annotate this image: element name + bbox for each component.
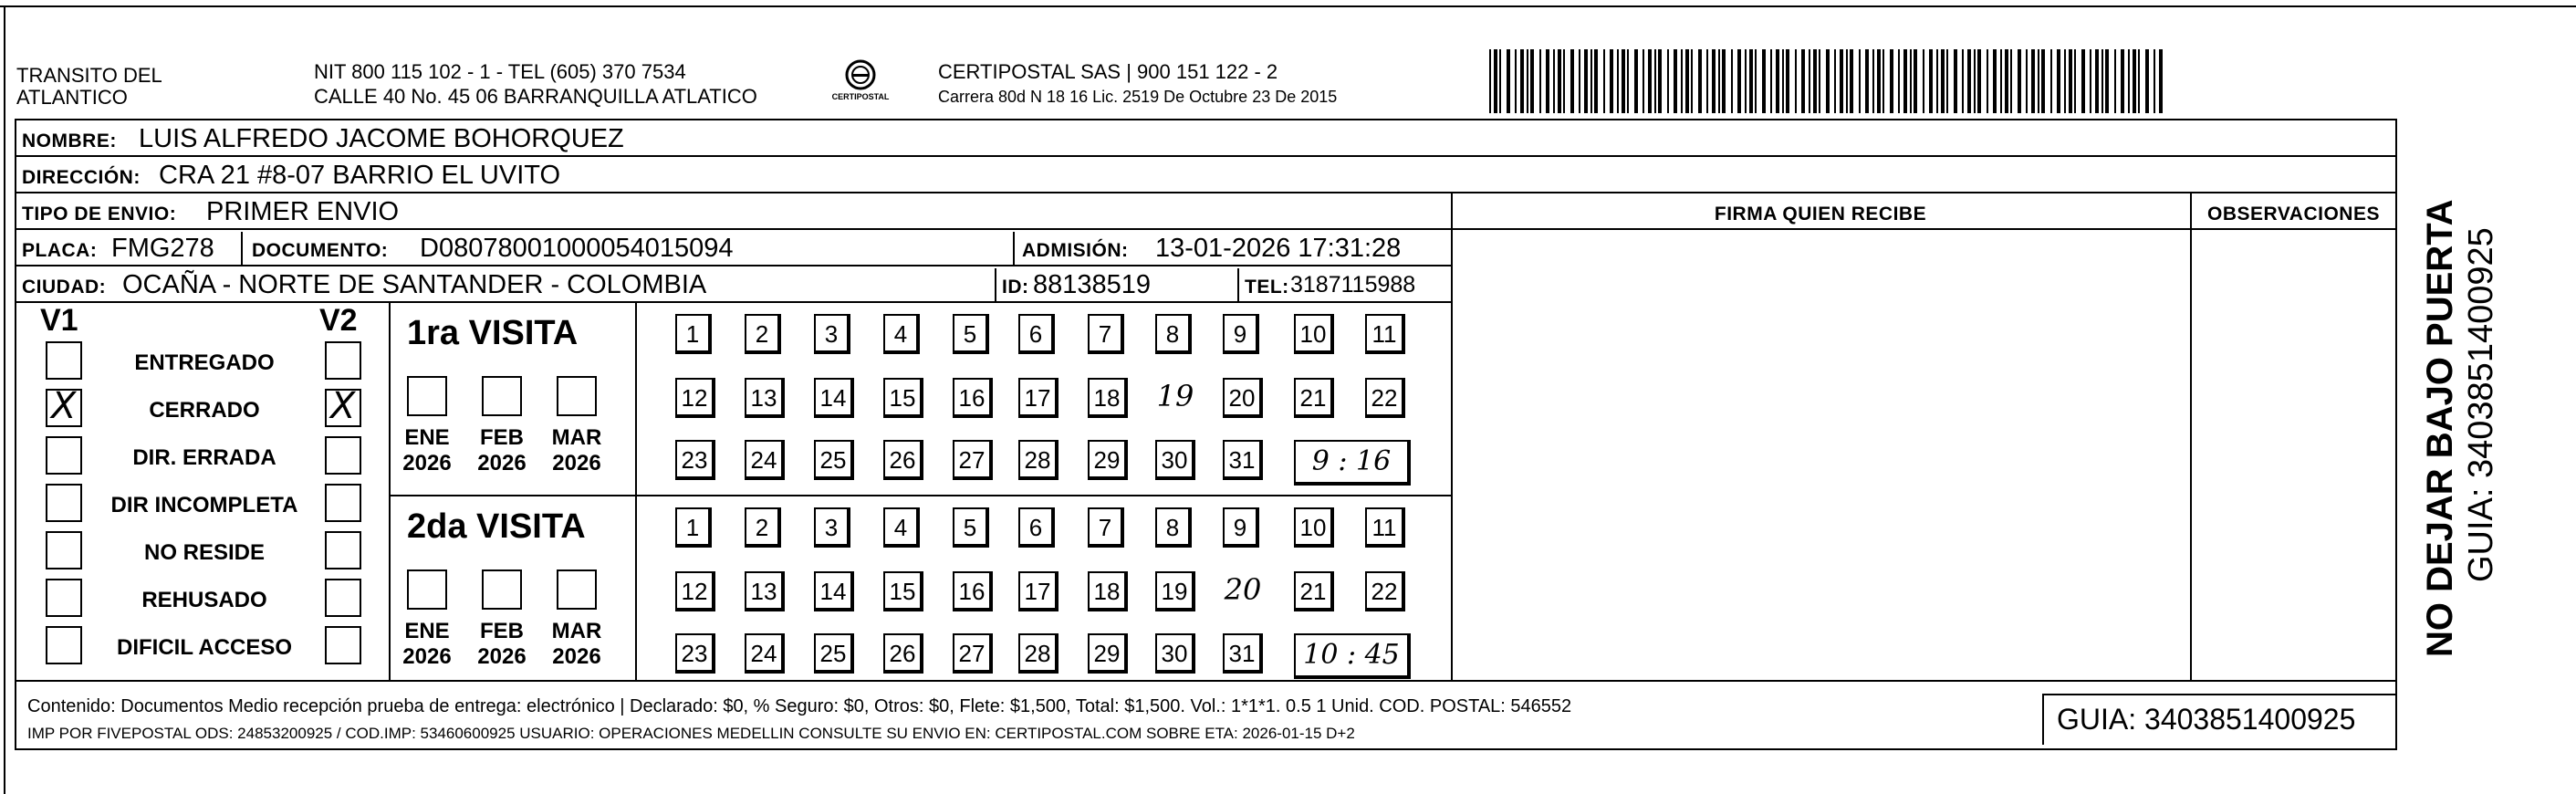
day-box[interactable]: 31 — [1223, 633, 1263, 674]
day-box[interactable]: 2 — [745, 507, 781, 548]
visit-title: 1ra VISITA — [407, 314, 579, 352]
barcode-bar — [1782, 49, 1784, 113]
side-notice: NO DEJAR BAJO PUERTA — [2420, 199, 2460, 657]
barcode-bar — [1755, 49, 1757, 113]
day-box[interactable]: 28 — [1018, 440, 1059, 480]
cell-divider — [2042, 694, 2044, 745]
ciudad-label: CIUDAD: — [22, 277, 107, 298]
barcode-bar — [2069, 49, 2072, 113]
barcode-bar — [2050, 49, 2052, 113]
v1-checkbox[interactable] — [46, 626, 82, 664]
month-name: MAR — [551, 619, 602, 643]
v2-checkbox[interactable] — [325, 436, 361, 475]
barcode-bar — [2081, 49, 2085, 113]
row-divider — [15, 228, 1451, 230]
barcode-bar — [1962, 49, 1964, 113]
barcode-bar — [1546, 49, 1549, 113]
barcode-bar — [1681, 49, 1683, 113]
month-checkbox[interactable] — [557, 376, 597, 416]
direccion-label: DIRECCIÓN: — [22, 167, 141, 188]
license-line: Carrera 80d N 18 16 Lic. 2519 De Octubre 23 De 2015 — [938, 88, 1338, 106]
day-box[interactable]: 19 — [1156, 379, 1194, 413]
row-divider — [15, 155, 2397, 157]
barcode-bar — [2074, 49, 2076, 113]
v2-checkbox[interactable] — [325, 626, 361, 664]
cell-divider — [1237, 268, 1239, 301]
barcode-bar — [1610, 49, 1613, 113]
tipo-envio-label: TIPO DE ENVIO: — [22, 204, 177, 225]
day-box[interactable]: 9 — [1223, 507, 1259, 548]
barcode-bar — [1762, 49, 1766, 113]
barcode-bar — [1882, 49, 1884, 113]
status-option-label: DIR. ERRADA — [132, 445, 276, 470]
month-label — [475, 619, 529, 669]
id-value: 88138519 — [1033, 270, 1152, 299]
day-box[interactable]: 22 — [1365, 378, 1405, 418]
barcode-bar — [1974, 49, 1976, 113]
month-year: 2026 — [477, 450, 527, 475]
month-label — [549, 425, 604, 475]
barcode-bar — [2026, 49, 2028, 113]
row-divider — [1451, 228, 2397, 230]
day-box[interactable]: 17 — [1018, 571, 1059, 611]
col-divider — [1451, 192, 1453, 680]
day-box[interactable]: 25 — [814, 633, 854, 674]
barcode-bar — [2018, 49, 2021, 113]
nit-line: NIT 800 115 102 - 1 - TEL (605) 370 7534 — [314, 60, 686, 83]
status-option-label: ENTREGADO — [134, 350, 275, 375]
day-box[interactable]: 4 — [883, 507, 920, 548]
logo-text: CERTIPOSTAL — [831, 92, 890, 101]
barcode-bar — [2128, 49, 2130, 113]
placa-label: PLACA: — [22, 240, 98, 261]
cell-divider — [1013, 232, 1015, 265]
barcode-bar — [2095, 49, 2099, 113]
imp-line: IMP POR FIVEPOSTAL ODS: 24853200925 / COD.IMP: 53460600925 USUARIO: OPERACIONES MEDELLIN CONSULTE SU ENVIO EN: CERTIPOSTAL.COM SOBRE ETA: 2026-01-15 D+2 — [27, 725, 1355, 742]
day-box[interactable]: 9 — [1223, 314, 1259, 354]
barcode-bar — [1809, 49, 1810, 113]
day-box[interactable]: 3 — [814, 507, 850, 548]
barcode-bar — [1813, 49, 1817, 113]
day-box[interactable]: 23 — [675, 633, 715, 674]
month-checkbox[interactable] — [482, 569, 522, 610]
barcode-bar — [2010, 49, 2012, 113]
ciudad-value: OCAÑA - NORTE DE SANTANDER - COLOMBIA — [122, 270, 707, 299]
barcode-bar — [1706, 49, 1708, 113]
barcode-bar — [1570, 49, 1574, 113]
status-option-label: DIR INCOMPLETA — [110, 493, 298, 517]
day-box[interactable]: 17 — [1018, 378, 1059, 418]
barcode-bar — [1590, 49, 1592, 113]
v2-checkbox[interactable] — [325, 385, 361, 427]
month-label — [549, 619, 604, 669]
barcode-bar — [1801, 49, 1805, 113]
section-divider — [389, 301, 391, 680]
documento-value: D08078001000054015094 — [420, 234, 734, 263]
barcode-bar — [1515, 49, 1517, 113]
day-box[interactable]: 15 — [883, 378, 923, 418]
day-box[interactable]: 5 — [953, 314, 989, 354]
barcode-bar — [1731, 49, 1733, 113]
barcode-bar — [1941, 49, 1945, 113]
day-box[interactable]: 10 — [1294, 507, 1334, 548]
barcode-bar — [2031, 49, 2035, 113]
day-box[interactable]: 30 — [1155, 633, 1195, 674]
day-box[interactable]: 1 — [675, 314, 712, 354]
barcode-bar — [1977, 49, 1981, 113]
v1-header: V1 — [40, 303, 78, 338]
day-box[interactable]: 28 — [1018, 633, 1059, 674]
barcode-bar — [1718, 49, 1720, 113]
day-box[interactable]: 20 — [1224, 572, 1262, 607]
day-box[interactable]: 11 — [1365, 507, 1405, 548]
barcode-bar — [2038, 49, 2039, 113]
firma-header: FIRMA QUIEN RECIBE — [1714, 204, 1927, 225]
barcode-bar — [2133, 49, 2136, 113]
footer-divider — [15, 680, 2397, 682]
day-box[interactable]: 27 — [953, 633, 993, 674]
barcode-bar — [1786, 49, 1789, 113]
v1-checkbox[interactable] — [46, 531, 82, 569]
barcode-bar — [1910, 49, 1912, 113]
barcode-bar — [1795, 49, 1797, 113]
barcode-bar — [1654, 49, 1656, 113]
company-line: CERTIPOSTAL SAS | 900 151 122 - 2 — [938, 60, 1278, 83]
barcode-bar — [1846, 49, 1848, 113]
barcode-bar — [1622, 49, 1625, 113]
day-box[interactable]: 8 — [1155, 507, 1192, 548]
section-divider — [635, 301, 637, 680]
barcode-bar — [1584, 49, 1588, 113]
v2-checkbox[interactable] — [325, 484, 361, 522]
day-box[interactable]: 4 — [883, 314, 920, 354]
barcode-bar — [1903, 49, 1907, 113]
v1-checkbox[interactable] — [46, 579, 82, 617]
v2-checkbox[interactable] — [325, 579, 361, 617]
row-divider — [15, 301, 1451, 303]
barcode-bar — [1840, 49, 1843, 113]
month-year: 2026 — [402, 643, 452, 669]
barcode-bar — [1507, 49, 1510, 113]
day-box[interactable]: 1 — [675, 507, 712, 548]
barcode-bar — [1658, 49, 1662, 113]
month-name: FEB — [480, 619, 524, 643]
barcode-bar — [1617, 49, 1619, 113]
day-box[interactable]: 21 — [1294, 571, 1334, 611]
barcode-bar — [1494, 49, 1497, 113]
barcode-bar — [2114, 49, 2116, 113]
barcode-bar — [1643, 49, 1644, 113]
day-box[interactable]: 16 — [953, 571, 993, 611]
barcode-bar — [1667, 49, 1669, 113]
month-checkbox[interactable] — [557, 569, 597, 610]
row-divider — [15, 192, 2397, 193]
v2-mark: X — [330, 385, 356, 427]
status-option-label: NO RESIDE — [143, 540, 266, 565]
day-box[interactable]: 6 — [1018, 507, 1055, 548]
nombre-label: NOMBRE: — [22, 131, 117, 151]
barcode-bar — [2145, 49, 2149, 113]
v1-checkbox[interactable] — [46, 484, 82, 522]
status-option-label: DIFICIL ACCESO — [116, 635, 292, 660]
id-label: ID: — [1002, 277, 1029, 298]
barcode-bar — [1698, 49, 1702, 113]
month-name: MAR — [551, 425, 602, 450]
v1-checkbox[interactable] — [46, 385, 82, 427]
barcode-bar — [2005, 49, 2008, 113]
day-box[interactable]: 24 — [745, 633, 785, 674]
day-box[interactable]: 26 — [883, 440, 923, 480]
barcode-bar — [1603, 49, 1605, 113]
barcode-bar — [1749, 49, 1753, 113]
month-checkbox[interactable] — [482, 376, 522, 416]
admision-value: 13-01-2026 17:31:28 — [1155, 234, 1402, 263]
barcode-bar — [1648, 49, 1652, 113]
day-box[interactable]: 25 — [814, 440, 854, 480]
day-box[interactable]: 11 — [1365, 314, 1405, 354]
barcode-bar — [2154, 49, 2155, 113]
barcode-bar — [1558, 49, 1561, 113]
day-box[interactable]: 16 — [953, 378, 993, 418]
barcode-bar — [2121, 49, 2124, 113]
side-guia: GUIA: 3403851400925 — [2462, 227, 2500, 582]
month-name: FEB — [480, 425, 524, 450]
day-box[interactable]: 30 — [1155, 440, 1195, 480]
barcode-bar — [2138, 49, 2140, 113]
barcode-bar — [1674, 49, 1677, 113]
day-box[interactable]: 14 — [814, 378, 854, 418]
barcode-bar — [1563, 49, 1565, 113]
month-name: ENE — [404, 425, 450, 450]
barcode-bar — [1685, 49, 1689, 113]
barcode-bar — [1712, 49, 1716, 113]
day-box[interactable]: 12 — [675, 571, 715, 611]
cell-divider — [2042, 694, 2397, 695]
barcode-bar — [2064, 49, 2066, 113]
contenido-line: Contenido: Documentos Medio recepción prueba de entrega: electrónico | Declarado: $0, % Seguro: $0, Otros: $0, Flete: $1,500, Total: $1,500. Vol.: 1*1*1. 0.5 1 Unid. COD. POSTAL: 546552 — [27, 696, 1572, 716]
barcode-bar — [1872, 49, 1874, 113]
barcode-bar — [1627, 49, 1629, 113]
day-box[interactable]: 2 — [745, 314, 781, 354]
barcode-bar — [1946, 49, 1948, 113]
barcode — [1489, 49, 2170, 113]
barcode-bar — [1691, 49, 1693, 113]
month-checkbox[interactable] — [407, 376, 447, 416]
barcode-bar — [1776, 49, 1779, 113]
day-box[interactable]: 29 — [1088, 440, 1128, 480]
day-box[interactable]: 31 — [1223, 440, 1263, 480]
barcode-bar — [1898, 49, 1900, 113]
day-box[interactable]: 18 — [1088, 571, 1128, 611]
barcode-bar — [1527, 49, 1528, 113]
barcode-bar — [1993, 49, 1997, 113]
day-box[interactable]: 19 — [1155, 571, 1195, 611]
barcode-bar — [2159, 49, 2163, 113]
barcode-bar — [1634, 49, 1638, 113]
admision-label: ADMISIÓN: — [1022, 240, 1129, 261]
barcode-bar — [1579, 49, 1580, 113]
barcode-bar — [1530, 49, 1534, 113]
nombre-value: LUIS ALFREDO JACOME BOHORQUEZ — [139, 124, 624, 153]
day-box[interactable]: 23 — [675, 440, 715, 480]
v2-header: V2 — [319, 303, 358, 338]
day-box[interactable]: 12 — [675, 378, 715, 418]
month-label — [400, 425, 454, 475]
certipostal-logo — [819, 57, 902, 110]
day-box[interactable]: 24 — [745, 440, 785, 480]
v2-checkbox[interactable] — [325, 531, 361, 569]
day-box[interactable]: 22 — [1365, 571, 1405, 611]
left-border — [4, 5, 5, 794]
barcode-bar — [2090, 49, 2091, 113]
day-box[interactable]: 3 — [814, 314, 850, 354]
documento-label: DOCUMENTO: — [252, 240, 389, 261]
day-box[interactable]: 26 — [883, 633, 923, 674]
v1-checkbox[interactable] — [46, 341, 82, 380]
visit-title: 2da VISITA — [407, 507, 586, 546]
v1-checkbox[interactable] — [46, 436, 82, 475]
day-box[interactable]: 7 — [1088, 314, 1124, 354]
barcode-bar — [2041, 49, 2045, 113]
barcode-bar — [1553, 49, 1555, 113]
barcode-bar — [1722, 49, 1726, 113]
direccion-value: CRA 21 #8-07 BARRIO EL UVITO — [159, 161, 561, 190]
barcode-bar — [2057, 49, 2060, 113]
day-box[interactable]: 5 — [953, 507, 989, 548]
day-box[interactable]: 15 — [883, 571, 923, 611]
barcode-bar — [1539, 49, 1541, 113]
barcode-bar — [1850, 49, 1853, 113]
v2-checkbox[interactable] — [325, 341, 361, 380]
status-option-label: CERRADO — [149, 398, 260, 423]
barcode-bar — [1929, 49, 1933, 113]
barcode-bar — [1923, 49, 1924, 113]
day-box[interactable]: 7 — [1088, 507, 1124, 548]
day-box[interactable]: 6 — [1018, 314, 1055, 354]
sender-address: CALLE 40 No. 45 06 BARRANQUILLA ATLATICO — [314, 85, 757, 108]
month-label — [400, 619, 454, 669]
visit-divider — [389, 495, 1451, 496]
month-checkbox[interactable] — [407, 569, 447, 610]
month-name: ENE — [404, 619, 450, 643]
barcode-bar — [1489, 49, 1491, 113]
barcode-bar — [1520, 49, 1524, 113]
barcode-bar — [1967, 49, 1971, 113]
col-divider — [2190, 192, 2192, 680]
footer-guia: GUIA: 3403851400925 — [2057, 703, 2356, 736]
day-box[interactable]: 10 — [1294, 314, 1334, 354]
v1-mark: X — [51, 385, 77, 427]
barcode-bar — [1865, 49, 1869, 113]
visit-time[interactable]: 10 : 45 — [1294, 633, 1411, 679]
barcode-bar — [1594, 49, 1598, 113]
day-box[interactable]: 13 — [745, 378, 785, 418]
month-year: 2026 — [552, 450, 601, 475]
barcode-bar — [1890, 49, 1893, 113]
day-box[interactable]: 27 — [953, 440, 993, 480]
cell-divider — [995, 268, 996, 301]
barcode-bar — [1745, 49, 1747, 113]
observaciones-header: OBSERVACIONES — [2207, 204, 2380, 225]
row-divider — [15, 265, 1451, 266]
barcode-bar — [1987, 49, 1988, 113]
day-box[interactable]: 21 — [1294, 378, 1334, 418]
month-year: 2026 — [477, 643, 527, 669]
tipo-envio-value: PRIMER ENVIO — [206, 197, 400, 226]
barcode-bar — [2101, 49, 2103, 113]
sender-name-line2: ATLANTICO — [16, 86, 128, 109]
barcode-bar — [2000, 49, 2002, 113]
month-year: 2026 — [552, 643, 601, 669]
barcode-bar — [1877, 49, 1881, 113]
day-box[interactable]: 13 — [745, 571, 785, 611]
tel-value: 3187115988 — [1290, 272, 1416, 298]
barcode-bar — [1954, 49, 1957, 113]
day-box[interactable]: 18 — [1088, 378, 1128, 418]
month-label — [475, 425, 529, 475]
barcode-bar — [1834, 49, 1836, 113]
barcode-bar — [1859, 49, 1861, 113]
barcode-bar — [1499, 49, 1501, 113]
month-year: 2026 — [402, 450, 452, 475]
status-option-label: REHUSADO — [141, 588, 267, 612]
barcode-bar — [1936, 49, 1938, 113]
barcode-bar — [1737, 49, 1741, 113]
barcode-bar — [1819, 49, 1820, 113]
tel-label: TEL: — [1245, 277, 1289, 298]
barcode-bar — [2105, 49, 2109, 113]
day-box[interactable]: 14 — [814, 571, 854, 611]
placa-value: FMG278 — [111, 234, 214, 263]
day-box[interactable]: 20 — [1223, 378, 1263, 418]
day-box[interactable]: 29 — [1088, 633, 1128, 674]
barcode-bar — [1826, 49, 1830, 113]
barcode-bar — [1914, 49, 1917, 113]
barcode-bar — [1770, 49, 1772, 113]
day-box[interactable]: 8 — [1155, 314, 1192, 354]
top-border — [0, 5, 2576, 7]
sender-name-line1: TRANSITO DEL — [16, 64, 162, 87]
cell-divider — [241, 232, 243, 265]
visit-time[interactable]: 9 : 16 — [1294, 440, 1411, 486]
